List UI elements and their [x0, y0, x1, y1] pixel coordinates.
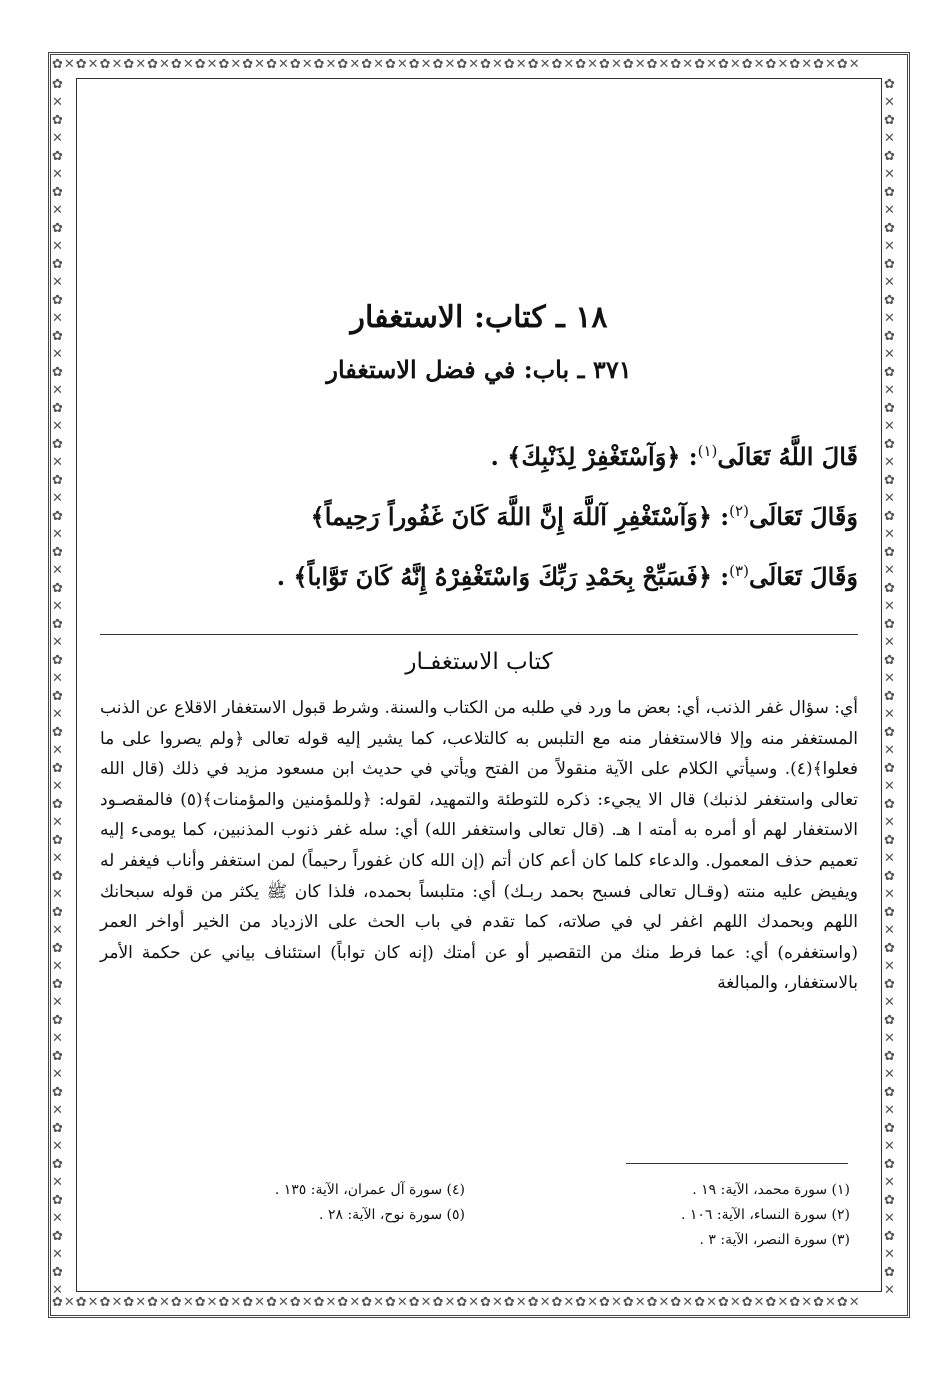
verse-lead: وَقَالَ تَعَالَى	[748, 562, 858, 591]
ornament-border-right: ✿✕✿✕✿✕✿✕✿✕✿✕✿✕✿✕✿✕✿✕✿✕✿✕✿✕✿✕✿✕✿✕✿✕✿✕✿✕✿✕✿✕✿✕✿✕✿✕✿✕✿✕✿✕✿✕✿✕✿✕✿✕✿✕✿✕✿✕	[884, 77, 896, 1294]
verse-3	[100, 544, 858, 604]
footnote-ref: (٣)	[729, 562, 749, 580]
footnote-ref: (١)	[697, 442, 718, 460]
chapter-title: ١٨ ـ كتاب: الاستغفار	[350, 300, 608, 335]
footnotes-column-right	[485, 1178, 850, 1253]
verse-2	[100, 484, 858, 544]
ornament-border-bottom: ✿✕✿✕✿✕✿✕✿✕✿✕✿✕✿✕✿✕✿✕✿✕✿✕✿✕✿✕✿✕✿✕✿✕✿✕✿✕✿✕✿✕✿✕✿✕✿✕✿✕✿✕✿✕✿✕✿✕✿✕✿✕✿✕✿✕✿✕	[52, 1295, 861, 1310]
footnote-item: (١) سورة محمد، الآية: ١٩ .	[692, 1182, 850, 1198]
footnote-rule	[626, 1163, 848, 1164]
verse-text: : ﴿وَآسْتَغْفِرْ لِذَنْبِكَ﴾ .	[490, 442, 698, 471]
page-content	[100, 290, 858, 999]
footnote-item: (٥) سورة نوح، الآية: ٢٨ .	[319, 1207, 465, 1223]
commentary-title: كتاب الاستغفـار	[405, 649, 553, 675]
ornament-border-top: ✿✕✿✕✿✕✿✕✿✕✿✕✿✕✿✕✿✕✿✕✿✕✿✕✿✕✿✕✿✕✿✕✿✕✿✕✿✕✿✕✿✕✿✕✿✕✿✕✿✕✿✕✿✕✿✕✿✕✿✕✿✕✿✕✿✕✿✕	[52, 57, 861, 72]
footnote-item: (٤) سورة آل عمران، الآية: ١٣٥ .	[274, 1182, 465, 1198]
verse-text: : ﴿فَسَبِّحْ بِحَمْدِ رَبِّكَ وَاسْتَغْفِرْهُ إِنَّهُ كَانَ تَوَّاباً﴾ .	[276, 562, 730, 591]
section-title: ٣٧١ ـ باب: في فضل الاستغفار	[326, 355, 632, 384]
footnote-item: (٣) سورة النصر، الآية: ٣ .	[699, 1232, 850, 1248]
verse-lead: قَالَ اللَّهُ تَعَالَى	[717, 442, 858, 471]
footnote-ref: (٢)	[729, 502, 749, 520]
verse-1	[100, 424, 858, 484]
footnotes	[100, 1178, 850, 1253]
footnotes-column-left	[100, 1178, 485, 1253]
commentary-text: أي: سؤال غفر الذنب، أي: بعض ما ورد في طلبه من الكتاب والسنة. وشرط قبول الاستغفار الاقلاع عن الذنب المستغفر منه وإلا فالاستغفار منه مع التلبس به كالتلاعب، كما يشير إليه قوله تعالى ﴿ولم يصروا على ما فعلوا﴾(٤). وسيأتي الكلام على الآية منقولاً من الفتح ويأتي في حديث ابن مسعود مزيد في ذلك (قال الله تعالى واستغفر لذنبك) قال الا يجيء: ذكره للتوطئة والتمهيد، لقوله: ﴿وللمؤمنين والمؤمنات﴾(٥) فالمقصـود الاستغفار لهم أو أمره به أمته ا هـ. (قال تعالى واستغفر الله) أي: سله غفر ذنوب المذنبين، كما يومىء إليه تعميم حذف المعمول. والدعاء كلما كان أعم كان أتم (إن الله كان غفوراً رحيماً) لمن استغفر وأناب فيغفر له ويفيض عليه منته (وقـال تعالى فسبح بحمد ربـك) أي: متلبساً بحمده، فلذا كان ﷺ يكثر من قوله سبحانك اللهم وبحمدك اللهم اغفر لي في صلاته، كما تقدم في باب الحث على الازدياد من الخير أواخر العمر (واستغفره) أي: عما فرط منك من التقصير أو عن أمتك (إنه كان تواباً) استئناف بياني عن حكمة الأمر بالاستغفار، والمبالغة	[100, 698, 859, 994]
section-divider	[100, 634, 858, 635]
verse-text: : ﴿وَآسْتَغْفِرِ آللَّهَ إِنَّ اللَّهَ كَانَ غَفُوراً رَحِيماً﴾	[310, 502, 730, 531]
footnote-item: (٢) سورة النساء، الآية: ١٠٦ .	[680, 1207, 850, 1223]
verse-lead: وَقَالَ تَعَالَى	[748, 502, 858, 531]
ornament-border-left: ✿✕✿✕✿✕✿✕✿✕✿✕✿✕✿✕✿✕✿✕✿✕✿✕✿✕✿✕✿✕✿✕✿✕✿✕✿✕✿✕✿✕✿✕✿✕✿✕✿✕✿✕✿✕✿✕✿✕✿✕✿✕✿✕✿✕✿✕	[52, 77, 64, 1294]
